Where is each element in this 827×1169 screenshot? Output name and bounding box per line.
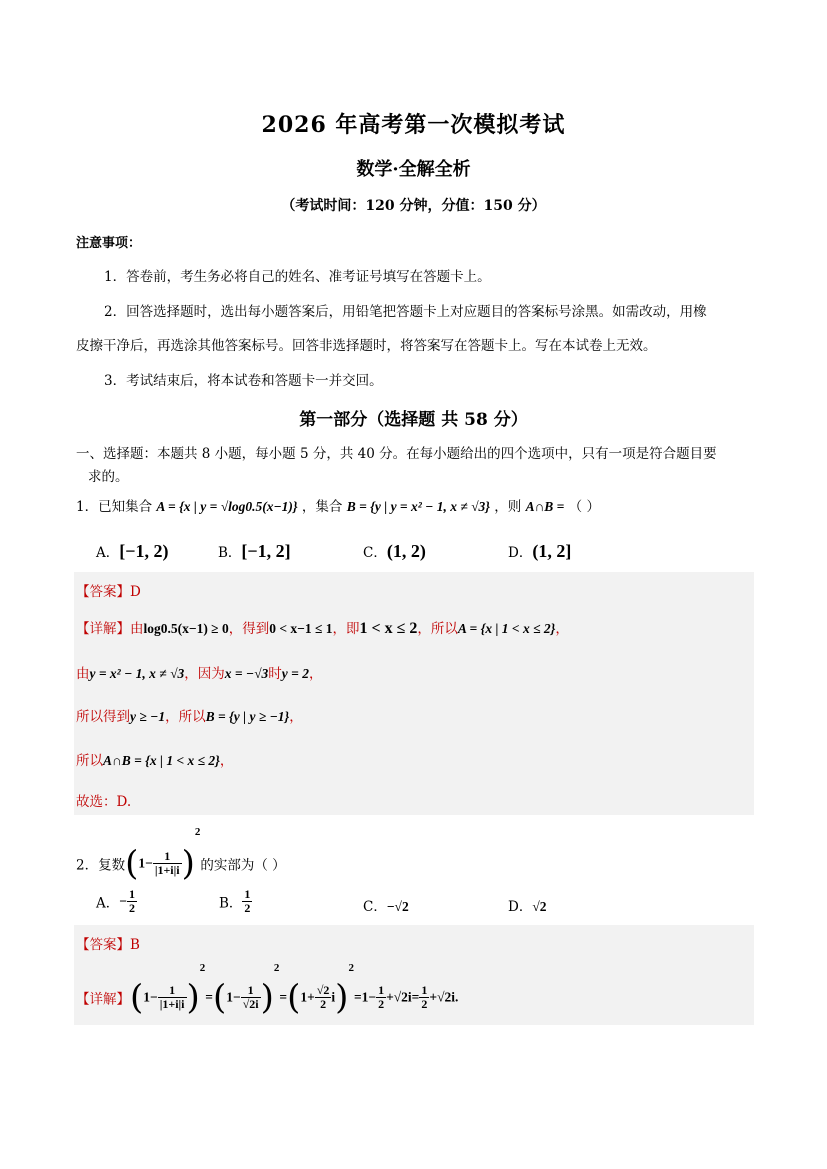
frac-num: 1 — [244, 887, 251, 901]
q1-option-c — [363, 541, 426, 562]
answer-tag: 【答案】 — [76, 584, 130, 600]
math: 1− — [143, 989, 158, 1005]
text: 由 — [130, 621, 144, 637]
notice-heading: 注意事项： — [76, 236, 142, 251]
option-label: D． — [508, 899, 533, 915]
text: ，得到 — [228, 621, 270, 637]
frac-num: √2 — [316, 982, 330, 997]
frac-den: √2i — [242, 997, 259, 1011]
q2-option-d — [508, 895, 547, 915]
option-label: B． — [219, 895, 243, 912]
q1-ask-text: ，则 — [494, 499, 522, 515]
math: A∩B = {x | 1 < x ≤ 2} — [103, 753, 220, 768]
math-fraction — [315, 984, 332, 1011]
math-fraction — [419, 984, 429, 1011]
math-paren: ) — [260, 977, 274, 1018]
math-fraction — [242, 888, 252, 915]
math-paren: ( — [212, 977, 227, 1018]
q1-number: 1．已知集合 — [76, 499, 153, 515]
math: 1+ — [300, 989, 315, 1005]
exam-info: （考试时间：120 分钟，分值：150 分） — [281, 198, 546, 214]
text: ， — [555, 621, 569, 637]
q1-option-a — [96, 541, 169, 562]
q1-answer — [76, 580, 141, 600]
math-paren: ) — [186, 977, 200, 1018]
text: ，即 — [332, 621, 360, 637]
q1-option-d — [508, 541, 571, 562]
math: y = 2 — [281, 666, 309, 681]
q2-answer — [76, 933, 140, 953]
frac-den: 2 — [378, 997, 385, 1011]
frac-num: 1 — [158, 984, 187, 998]
math: 0 < x−1 ≤ 1 — [269, 621, 333, 636]
math: +√2i= — [386, 989, 420, 1005]
text: 所以得到 — [76, 709, 130, 725]
option-value: (1, 2) — [386, 541, 426, 561]
q2-number: 2．复数 — [76, 857, 126, 874]
frac-num: 1 — [241, 984, 261, 998]
math: +√2i. — [429, 989, 459, 1005]
math-fraction — [127, 888, 137, 915]
q1-detail-line3 — [76, 705, 303, 725]
question-2-stem — [76, 826, 286, 884]
page-subtitle: 数学·全解全析 — [356, 159, 471, 180]
q1-set-b: B = {y | y = x² − 1, x ≠ √3} — [346, 499, 490, 514]
option-label: B． — [218, 545, 242, 561]
option-label: C． — [363, 899, 387, 915]
math: y ≥ −1 — [130, 709, 166, 724]
math: = — [279, 989, 288, 1005]
question-1-stem — [76, 495, 600, 515]
option-value: √2 — [532, 899, 547, 914]
math: A = {x | 1 < x ≤ 2} — [457, 621, 556, 636]
math-fraction — [376, 984, 386, 1011]
math: 1 < x ≤ 2 — [359, 620, 418, 637]
text: ，所以 — [165, 709, 206, 725]
answer-tag: 【答案】 — [76, 937, 130, 953]
q2-option-c — [363, 895, 409, 915]
text: 由 — [76, 666, 90, 682]
q2-option-a — [96, 888, 137, 915]
math-paren: ( — [287, 977, 301, 1018]
text: ， — [289, 709, 303, 725]
option-label: D． — [508, 545, 533, 561]
option-value: [−1, 2) — [119, 541, 169, 561]
q1-detail-line1 — [76, 617, 569, 638]
option-value: (1, 2] — [532, 541, 572, 561]
notice-item-1: 1．答卷前，考生务必将自己的姓名、准考证号填写在答题卡上。 — [104, 269, 491, 285]
math-fraction — [153, 850, 182, 877]
q1-mid-text: ，集合 — [301, 499, 343, 515]
frac-den: |1+i|i — [159, 997, 185, 1011]
math-fraction — [158, 984, 187, 1011]
q1-expression: A∩B = — [525, 499, 565, 514]
q1-detail-line2 — [76, 662, 322, 682]
math: y = x² − 1, x ≠ √3 — [89, 666, 185, 681]
answer-value: D — [130, 584, 141, 600]
notice-item-2-line2: 皮擦干净后，再选涂其他答案标号。回答非选择题时，将答案写在答题卡上。写在本试卷上无效。 — [76, 338, 657, 354]
math-exponent: 2 — [199, 962, 206, 974]
math: log0.5(x−1) ≥ 0 — [143, 621, 229, 636]
math: x = −√3 — [224, 666, 269, 681]
option-label: A． — [96, 545, 120, 561]
frac-den: 2 — [244, 901, 251, 916]
frac-num: 1 — [153, 850, 182, 864]
part1-heading: 第一部分（选择题 共 58 分） — [299, 410, 528, 430]
math: − — [119, 893, 127, 909]
option-value: −√2 — [386, 899, 409, 914]
text: 时 — [268, 666, 282, 682]
frac-den: 2 — [128, 901, 135, 916]
option-value: [−1, 2] — [241, 541, 291, 561]
frac-num: 1 — [421, 982, 428, 997]
q1-detail-line4 — [76, 749, 233, 769]
math: i — [331, 989, 336, 1005]
frac-num: 1 — [378, 982, 385, 997]
page-title: 2026 年高考第一次模拟考试 — [261, 112, 566, 138]
text: ， — [219, 753, 234, 769]
part1-instructions-line2: 求的。 — [88, 469, 129, 485]
frac-den: 2 — [320, 997, 327, 1011]
math-paren: ) — [181, 843, 195, 884]
math: =1− — [353, 989, 377, 1005]
frac-den: 2 — [421, 997, 428, 1011]
frac-den: |1+i|i — [154, 863, 180, 877]
notice-item-2-line1: 2．回答选择题时，选出每小题答案后，用铅笔把答题卡上对应题目的答案标号涂黑。如需改动，用橡 — [104, 304, 707, 320]
part1-instructions-line1: 一、选择题：本题共 8 小题，每小题 5 分，共 40 分。在每小题给出的四个选项中，只有一项是符合题目要 — [76, 446, 717, 462]
math-paren: ( — [125, 843, 139, 884]
math-exponent: 2 — [194, 826, 201, 838]
detail-tag: 【详解】 — [76, 621, 130, 637]
math-exponent: 2 — [273, 962, 280, 974]
q2-tail: 的实部为（ ） — [200, 857, 286, 874]
math-paren: ) — [335, 977, 349, 1018]
option-label: C． — [363, 545, 387, 561]
option-label: A． — [96, 895, 120, 912]
q1-blank: （ ） — [568, 499, 600, 515]
notice-item-3: 3．考试结束后，将本试卷和答题卡一并交回。 — [104, 373, 383, 389]
text: ，因为 — [184, 666, 225, 682]
q2-option-b — [219, 888, 252, 915]
detail-tag: 【详解】 — [76, 991, 130, 1008]
math: 1− — [138, 855, 153, 871]
answer-value: B — [130, 937, 140, 953]
text: ， — [308, 666, 323, 682]
text: ，所以 — [417, 621, 458, 637]
math: 1− — [226, 989, 241, 1005]
math-exponent: 2 — [348, 962, 354, 974]
q1-option-b — [218, 541, 291, 562]
q2-detail — [76, 962, 459, 1018]
math: B = {y | y ≥ −1} — [205, 709, 290, 724]
q1-detail-conclusion: 故选：D. — [76, 794, 132, 810]
text: 所以 — [76, 753, 103, 769]
math-fraction — [241, 984, 261, 1011]
frac-num: 1 — [128, 887, 135, 901]
math-paren: ( — [130, 977, 144, 1018]
math: = — [205, 989, 213, 1005]
q1-solution-box — [74, 572, 754, 815]
q1-set-a: A = {x | y = √log0.5(x−1)} — [156, 499, 298, 514]
